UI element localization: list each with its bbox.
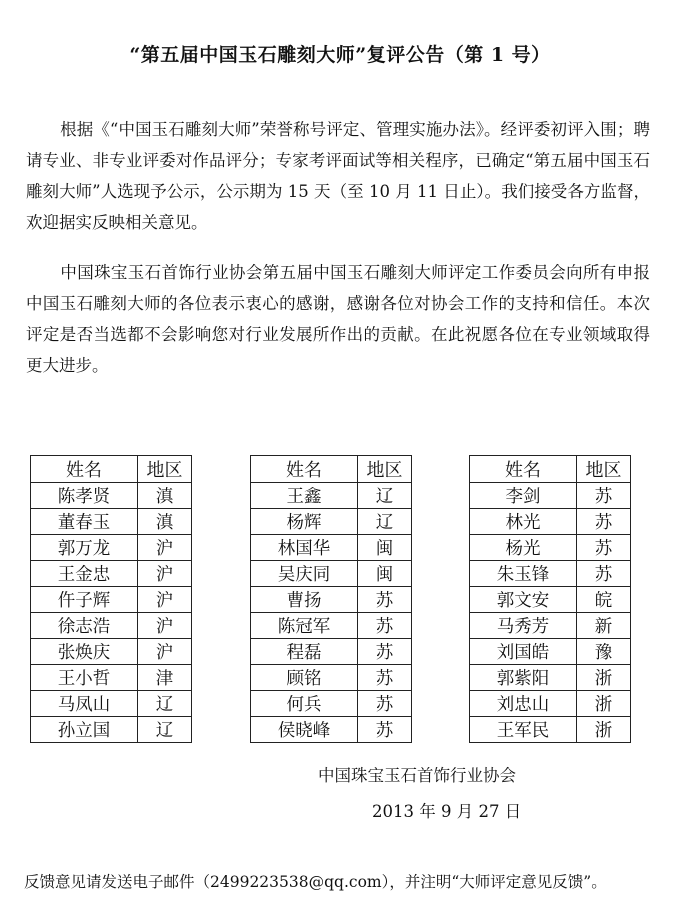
table-row [31,665,192,691]
candidate-region: 浙 [577,717,631,743]
table-row [251,587,412,613]
candidate-name: 陈冠军 [251,613,358,639]
candidate-name: 朱玉锋 [470,561,577,587]
candidate-region: 滇 [138,509,192,535]
candidate-name: 刘忠山 [470,691,577,717]
candidate-name: 何兵 [251,691,358,717]
candidate-name: 董春玉 [31,509,138,535]
table-row [31,509,192,535]
candidate-region: 闽 [358,535,412,561]
candidate-region: 苏 [577,509,631,535]
table-row [31,483,192,509]
candidate-region: 苏 [577,561,631,587]
candidate-name: 刘国皓 [470,639,577,665]
table-row [251,613,412,639]
header-region: 地区 [577,456,631,483]
candidate-name: 王军民 [470,717,577,743]
paragraph-intro [26,114,650,238]
candidate-name: 吴庆同 [251,561,358,587]
table-header-row [470,456,631,483]
candidate-region: 苏 [358,717,412,743]
candidate-region: 沪 [138,639,192,665]
table-row [251,561,412,587]
candidate-region: 滇 [138,483,192,509]
candidate-name: 徐志浩 [31,613,138,639]
candidate-region: 豫 [577,639,631,665]
candidate-name: 顾铭 [251,665,358,691]
candidate-name: 杨光 [470,535,577,561]
candidate-table-1 [30,455,192,743]
candidate-region: 苏 [358,613,412,639]
table-row [470,587,631,613]
candidate-name: 王鑫 [251,483,358,509]
candidate-name: 仵子辉 [31,587,138,613]
candidate-region: 浙 [577,691,631,717]
candidate-region: 辽 [358,509,412,535]
candidate-name: 侯晓峰 [251,717,358,743]
candidate-region: 辽 [138,717,192,743]
paragraph-thanks-text: 中国珠宝玉石首饰行业协会第五届中国玉石雕刻大师评定工作委员会向所有申报中国玉石雕刻大师的各位表示衷心的感谢，感谢各位对协会工作的支持和信任。本次评定是否当选都不会影响您对行业发展所作出的贡献。在此祝愿各位在专业领域取得更大进步。 [26,263,650,375]
table-row [251,665,412,691]
candidate-region: 苏 [358,587,412,613]
table-row [470,717,631,743]
table-row [31,561,192,587]
candidate-region: 闽 [358,561,412,587]
candidate-name: 郭紫阳 [470,665,577,691]
candidate-region: 皖 [577,587,631,613]
candidate-table-3 [469,455,631,743]
table-header-row [251,456,412,483]
candidate-name: 郭万龙 [31,535,138,561]
announcement-title: “第五届中国玉石雕刻大师”复评公告（第 1 号） [129,44,551,66]
candidate-region: 沪 [138,587,192,613]
candidate-name: 程磊 [251,639,358,665]
candidate-name: 张焕庆 [31,639,138,665]
candidate-name: 陈孝贤 [31,483,138,509]
candidate-region: 津 [138,665,192,691]
table-row [31,535,192,561]
candidate-region: 新 [577,613,631,639]
table-row [251,483,412,509]
candidate-region: 苏 [358,665,412,691]
candidate-name: 林光 [470,509,577,535]
header-name: 姓名 [470,456,577,483]
table-row [470,483,631,509]
table-row [31,587,192,613]
table-row [31,717,192,743]
table-row [251,535,412,561]
table-row [470,639,631,665]
candidate-region: 沪 [138,613,192,639]
candidate-table-2 [250,455,412,743]
table-row [470,535,631,561]
header-region: 地区 [138,456,192,483]
candidate-region: 沪 [138,561,192,587]
candidate-name: 马秀芳 [470,613,577,639]
table-row [251,639,412,665]
candidate-region: 浙 [577,665,631,691]
table-row [470,665,631,691]
table-row [251,691,412,717]
candidate-name: 王小哲 [31,665,138,691]
header-name: 姓名 [31,456,138,483]
paragraph-thanks [26,257,650,381]
table-row [470,613,631,639]
header-name: 姓名 [251,456,358,483]
candidate-name: 曹扬 [251,587,358,613]
table-row [251,717,412,743]
candidate-region: 苏 [577,483,631,509]
issue-date: 2013 年 9 月 27 日 [372,802,522,821]
candidate-region: 苏 [358,639,412,665]
candidate-name: 李剑 [470,483,577,509]
candidate-name: 林国华 [251,535,358,561]
paragraph-intro-text: 根据《“中国玉石雕刻大师”荣誉称号评定、管理实施办法》。经评委初评入围；聘请专业、非专业评委对作品评分；专家考评面试等相关程序，已确定“第五届中国玉石雕刻大师”人选现予公示，公示期为 15 天（至 10 月 11 日止）。我们接受各方监督，欢迎据实反映相关意见。 [26,120,650,232]
table-row [470,691,631,717]
header-region: 地区 [358,456,412,483]
candidate-region: 辽 [358,483,412,509]
table-row [251,509,412,535]
candidate-name: 郭文安 [470,587,577,613]
issuing-organization: 中国珠宝玉石首饰行业协会 [318,766,516,785]
table-row [31,691,192,717]
table-header-row [31,456,192,483]
table-row [470,509,631,535]
candidate-region: 沪 [138,535,192,561]
candidate-name: 马凤山 [31,691,138,717]
candidate-name: 杨辉 [251,509,358,535]
candidate-region: 苏 [358,691,412,717]
feedback-note: 反馈意见请发送电子邮件（2499223538@qq.com），并注明“大师评定意见反馈”。 [24,873,607,891]
candidate-name: 孙立国 [31,717,138,743]
candidate-name: 王金忠 [31,561,138,587]
table-row [470,561,631,587]
candidate-region: 辽 [138,691,192,717]
candidate-region: 苏 [577,535,631,561]
table-row [31,613,192,639]
table-row [31,639,192,665]
